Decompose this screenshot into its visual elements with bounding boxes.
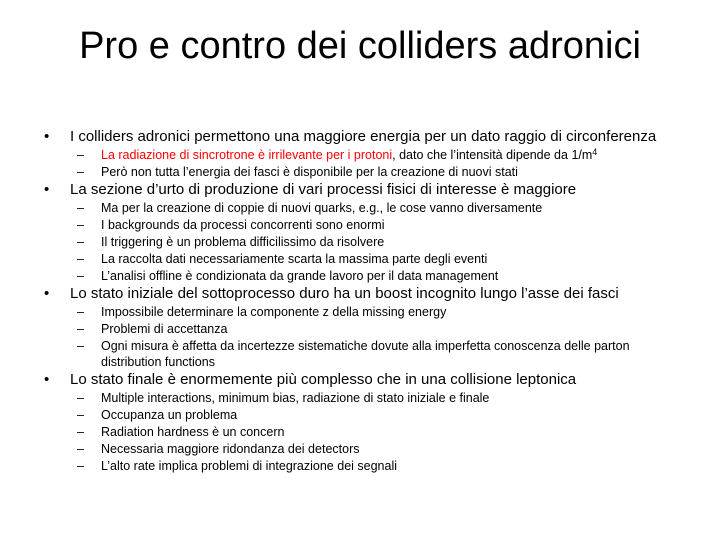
bullet-marker: •	[44, 181, 50, 198]
sub-bullet-text: I backgrounds da processi concorrenti sono enormi	[101, 218, 385, 232]
bullet-text: La sezione d’urto di produzione di vari processi fisici di interesse è maggiore	[70, 181, 577, 198]
dash-marker: –	[77, 269, 84, 283]
dash-marker: –	[77, 218, 84, 232]
bullet-item	[44, 371, 684, 388]
bullet-item	[44, 181, 684, 198]
dash-marker: –	[77, 322, 84, 336]
sub-bullet-item	[44, 390, 684, 406]
highlighted-text: La radiazione di sincrotrone è irrilevante per i protoni	[101, 148, 393, 162]
sub-bullet-text: Ma per la creazione di coppie di nuovi quarks, e.g., le cose vanno diversamente	[101, 201, 543, 215]
bullet-text: Lo stato iniziale del sottoprocesso duro ha un boost incognito lungo l’asse dei fasci	[70, 285, 619, 302]
dash-marker: –	[77, 305, 84, 319]
sub-bullet-text: , dato che l’intensità dipende da 1/m	[392, 148, 593, 162]
sub-bullet-text: Però non tutta l’energia dei fasci è disponibile per la creazione di nuovi stati	[101, 165, 518, 179]
bullet-list	[44, 128, 684, 475]
sub-bullet-item	[44, 338, 684, 370]
sub-bullet-item	[44, 441, 684, 457]
sub-bullet-item	[44, 304, 684, 320]
bullet-marker: •	[44, 128, 50, 145]
dash-marker: –	[77, 165, 84, 179]
dash-marker: –	[77, 201, 84, 215]
sub-bullet-item	[44, 234, 684, 250]
sub-bullet-text: Problemi di accettanza	[101, 322, 228, 336]
sub-bullet-text: Radiation hardness è un concern	[101, 425, 285, 439]
sub-bullet-item	[44, 147, 684, 163]
sub-bullet-item	[44, 164, 684, 180]
sub-bullet-item	[44, 458, 684, 474]
sub-bullet-text: Il triggering è un problema difficilissimo da risolvere	[101, 235, 385, 249]
sub-bullet-text: L’analisi offline è condizionata da grande lavoro per il data management	[101, 269, 499, 283]
dash-marker: –	[77, 408, 84, 422]
slide-title: Pro e contro dei colliders adronici	[79, 25, 641, 67]
sub-bullet-text: La raccolta dati necessariamente scarta la massima parte degli eventi	[101, 252, 488, 266]
sub-bullet-text: Impossibile determinare la componente z della missing energy	[101, 305, 447, 319]
sub-bullet-text: Occupanza un problema	[101, 408, 238, 422]
sub-bullet-text: L’alto rate implica problemi di integrazione dei segnali	[101, 459, 398, 473]
bullet-text: Lo stato finale è enormemente più complesso che in una collisione leptonica	[70, 371, 577, 388]
bullet-marker: •	[44, 285, 50, 302]
sub-bullet-item	[44, 251, 684, 267]
dash-marker: –	[77, 339, 84, 353]
sub-bullet-item	[44, 268, 684, 284]
sub-bullet-item	[44, 407, 684, 423]
dash-marker: –	[77, 235, 84, 249]
sub-bullet-item	[44, 321, 684, 337]
dash-marker: –	[77, 391, 84, 405]
sub-bullet-text: Necessaria maggiore ridondanza dei detectors	[101, 442, 360, 456]
sub-bullet-item	[44, 217, 684, 233]
dash-marker: –	[77, 442, 84, 456]
sub-bullet-item	[44, 200, 684, 216]
dash-marker: –	[77, 148, 84, 162]
dash-marker: –	[77, 252, 84, 266]
sub-bullet-text: Multiple interactions, minimum bias, radiazione di stato iniziale e finale	[101, 391, 490, 405]
superscript: 4	[592, 147, 598, 157]
sub-bullet-text: Ogni misura è affetta da incertezze sistematiche dovute alla imperfetta conoscenza delle parton distribution functions	[101, 339, 630, 369]
bullet-marker: •	[44, 371, 50, 388]
dash-marker: –	[77, 459, 84, 473]
bullet-item	[44, 285, 684, 302]
sub-bullet-item	[44, 424, 684, 440]
dash-marker: –	[77, 425, 84, 439]
bullet-text: I colliders adronici permettono una maggiore energia per un dato raggio di circonferenza	[70, 128, 657, 145]
bullet-item	[44, 128, 684, 145]
